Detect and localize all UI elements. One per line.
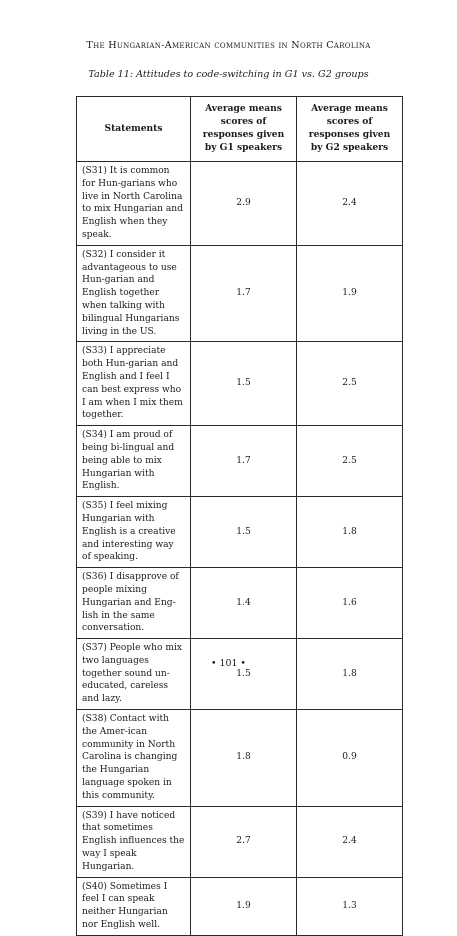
g1-score-cell: 2.9 [191, 162, 297, 246]
statement-cell: (S36) I disapprove of people mixing Hungarian and Eng-lish in the same conversation. [77, 568, 191, 639]
statement-cell: (S37) People who mix two languages together sound un-educated, careless and lazy. [77, 639, 191, 710]
g1-score-cell: 1.8 [191, 710, 297, 807]
g1-score-cell: 1.5 [191, 342, 297, 426]
g1-score-cell: 1.5 [191, 497, 297, 568]
attitudes-table [76, 96, 403, 936]
table-row [77, 245, 403, 342]
g1-score-cell: 1.7 [191, 245, 297, 342]
g2-score-cell: 0.9 [297, 710, 403, 807]
column-header-g1: Average means scores of responses given by G1 speakers [191, 97, 297, 162]
g1-score-cell: 1.7 [191, 426, 297, 497]
g1-score-cell: 1.5 [191, 639, 297, 710]
g2-score-cell: 1.6 [297, 568, 403, 639]
g2-score-cell: 1.8 [297, 639, 403, 710]
statement-cell: (S34) I am proud of being bi-lingual and being able to mix Hungarian with English. [77, 426, 191, 497]
statement-cell: (S31) It is common for Hun-garians who live in North Carolina to mix Hungarian and English when they speak. [77, 162, 191, 246]
table-row [77, 162, 403, 246]
table-row [77, 497, 403, 568]
g2-score-cell: 2.5 [297, 426, 403, 497]
table-header-row [77, 97, 403, 162]
statement-cell: (S39) I have noticed that sometimes English influences the way I speak Hungarian. [77, 806, 191, 877]
column-header-g2: Average means scores of responses given by G2 speakers [297, 97, 403, 162]
table-row [77, 426, 403, 497]
statement-cell: (S40) Sometimes I feel I can speak neither Hungarian nor English well. [77, 877, 191, 935]
table-row [77, 877, 403, 935]
g2-score-cell: 2.5 [297, 342, 403, 426]
statement-cell: (S38) Contact with the Amer-ican community in North Carolina is changing the Hungarian language spoken in this community. [77, 710, 191, 807]
table-row [77, 568, 403, 639]
g2-score-cell: 2.4 [297, 806, 403, 877]
g1-score-cell: 1.9 [191, 877, 297, 935]
table-row [77, 639, 403, 710]
table-caption: Table 11: Attitudes to code-switching in G1 vs. G2 groups [88, 69, 369, 80]
statement-cell: (S35) I feel mixing Hungarian with English is a creative and interesting way of speaking. [77, 497, 191, 568]
g2-score-cell: 1.3 [297, 877, 403, 935]
g2-score-cell: 1.9 [297, 245, 403, 342]
table-row [77, 806, 403, 877]
g2-score-cell: 2.4 [297, 162, 403, 246]
g1-score-cell: 1.4 [191, 568, 297, 639]
running-head: The Hungarian-American communities in North Carolina [86, 40, 371, 51]
column-header-statements: Statements [77, 97, 191, 162]
g1-score-cell: 2.7 [191, 806, 297, 877]
statement-cell: (S32) I consider it advantageous to use Hun-garian and English together when talking with bilingual Hungarians living in the US. [77, 245, 191, 342]
g2-score-cell: 1.8 [297, 497, 403, 568]
table-row [77, 710, 403, 807]
page-number: • 101 • [211, 658, 246, 669]
statement-cell: (S33) I appreciate both Hun-garian and English and I feel I can best express who I am when I mix them together. [77, 342, 191, 426]
table-row [77, 342, 403, 426]
